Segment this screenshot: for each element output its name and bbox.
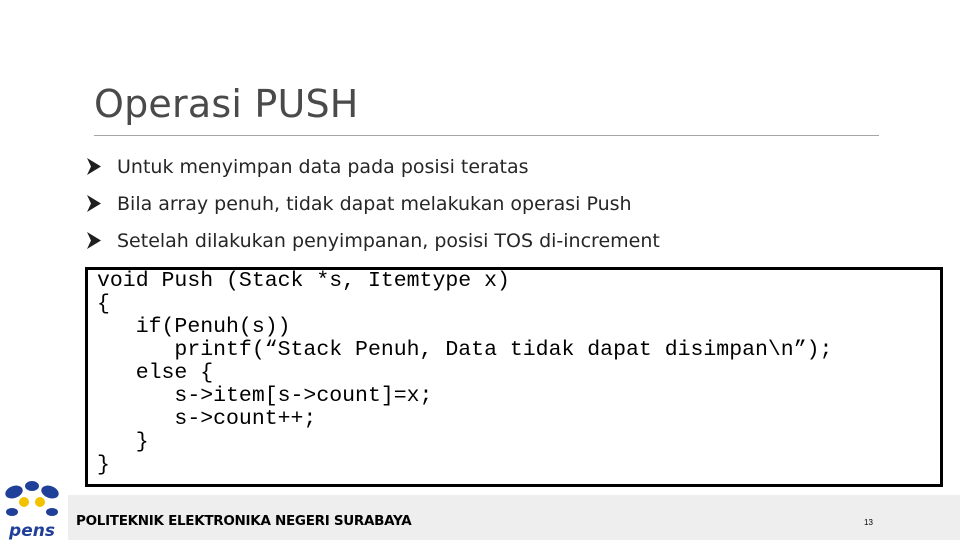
code-line: } <box>97 453 110 477</box>
code-line: if(Penuh(s)) <box>97 315 291 339</box>
code-line: s->count++; <box>97 407 317 431</box>
code-line: void Push (Stack *s, Itemtype x) <box>97 269 510 293</box>
bullet-text: Untuk menyimpan data pada posisi teratas <box>117 155 529 178</box>
code-line: { <box>97 292 110 316</box>
logo-wordmark: pens <box>9 521 55 540</box>
code-line: s->item[s->count]=x; <box>97 384 433 408</box>
slide-title: Operasi PUSH <box>94 82 359 126</box>
bullet-item <box>86 148 660 185</box>
bullet-text: Setelah dilakukan penyimpanan, posisi TOS di-increment <box>117 229 660 252</box>
arrow-bullet-icon <box>86 232 102 249</box>
title-divider <box>94 135 879 136</box>
bullet-item <box>86 222 660 259</box>
footer-institution: POLITEKNIK ELEKTRONIKA NEGERI SURABAYA <box>76 513 412 529</box>
bullet-text: Bila array penuh, tidak dapat melakukan operasi Push <box>117 192 632 215</box>
code-line: printf(“Stack Penuh, Data tidak dapat disimpan\n”); <box>97 338 833 362</box>
code-block <box>85 267 943 487</box>
arrow-bullet-icon <box>86 195 102 212</box>
arrow-bullet-icon <box>86 158 102 175</box>
code-line: else { <box>97 361 214 385</box>
code-line: } <box>97 430 149 454</box>
bullet-item <box>86 185 660 222</box>
pens-logo <box>0 478 64 540</box>
bullet-list <box>86 148 660 259</box>
page-number: 13 <box>864 518 873 527</box>
